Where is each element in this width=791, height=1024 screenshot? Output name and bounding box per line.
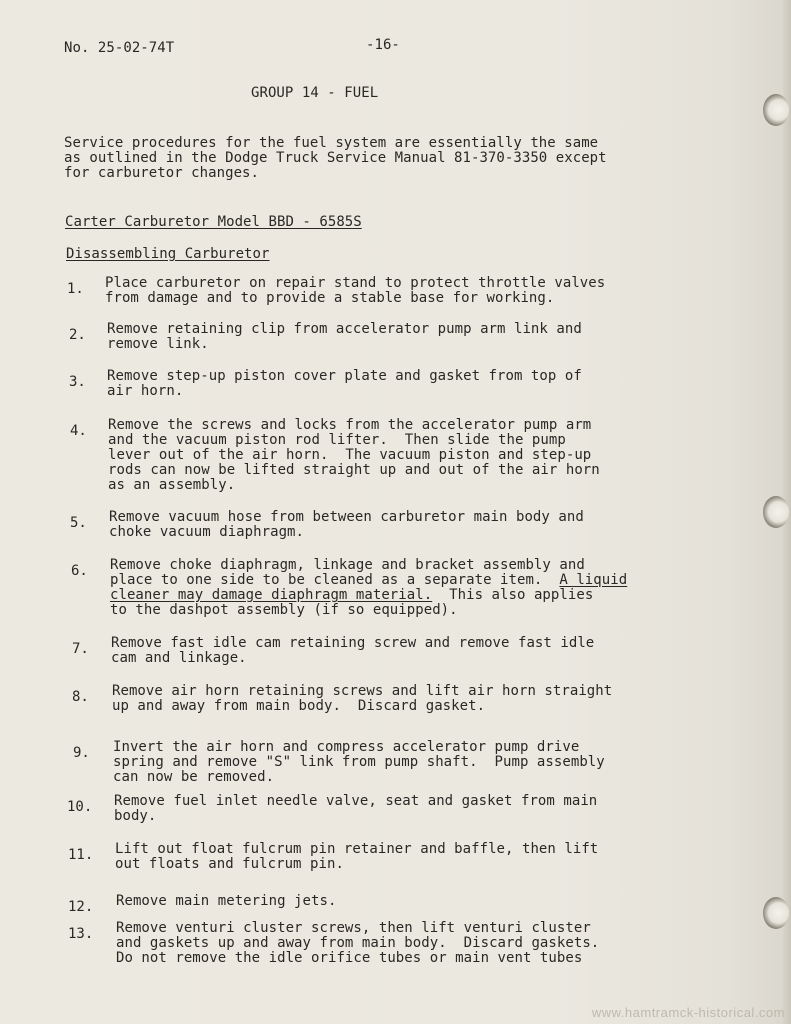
step-number: 9. (73, 745, 90, 761)
step-text-line: Remove venturi cluster screws, then lift venturi cluster (116, 920, 591, 936)
step-text-segment: place to one side to be cleaned as a separate item. (110, 572, 560, 588)
step-number: 11. (68, 847, 94, 863)
step-text-line: lever out of the air horn. The vacuum piston and step-up (108, 447, 592, 463)
intro-line-2: as outlined in the Dodge Truck Service Manual 81-370-3350 except (64, 150, 607, 166)
step-text-line: choke vacuum diaphragm. (109, 524, 305, 540)
step-text-line (110, 573, 627, 588)
step-text-line: cam and linkage. (111, 650, 247, 666)
step-number: 7. (72, 641, 89, 657)
binder-hole-bottom (763, 897, 789, 929)
step-number: 13. (68, 926, 94, 942)
step-number: 12. (68, 899, 94, 915)
step-warning-text: A liquid (559, 572, 628, 588)
step-text-segment: This also applies (432, 587, 594, 603)
step-text-line: rods can now be lifted straight up and out of the air horn (108, 462, 600, 478)
intro-line-3: for carburetor changes. (64, 165, 260, 181)
doc-number: No. 25-02-74T (64, 40, 175, 56)
step-text-line (110, 603, 458, 618)
step-number: 4. (70, 423, 87, 439)
step-text-line (110, 588, 593, 603)
step-text-line: remove link. (107, 336, 209, 352)
step-text-line: can now be removed. (113, 769, 275, 785)
step-text-line: as an assembly. (108, 477, 236, 493)
step-text-segment: to the dashpot assembly (if so equipped). (110, 602, 458, 618)
step-text-line: Do not remove the idle orifice tubes or main vent tubes (116, 950, 583, 966)
step-text-line: Lift out float fulcrum pin retainer and baffle, then lift (115, 841, 599, 857)
step-text-line: Remove main metering jets. (116, 893, 337, 909)
section-title: Carter Carburetor Model BBD - 6585S (65, 214, 362, 230)
step-text-line: Invert the air horn and compress accelerator pump drive (113, 739, 580, 755)
step-text-line: Remove air horn retaining screws and lift air horn straight (112, 683, 613, 699)
binder-hole-top (763, 94, 789, 126)
step-text-line: up and away from main body. Discard gasket. (112, 698, 486, 714)
step-number: 6. (71, 563, 88, 579)
step-number: 5. (70, 515, 87, 531)
step-text-line (110, 558, 585, 573)
step-text-line: Remove retaining clip from accelerator pump arm link and (107, 321, 582, 337)
binder-hole-middle (763, 496, 789, 528)
step-text-line: out floats and fulcrum pin. (115, 856, 344, 872)
step-warning-text: cleaner may damage diaphragm material. (110, 587, 433, 603)
subsection-title: Disassembling Carburetor (66, 246, 270, 262)
step-text-line: body. (114, 808, 157, 824)
page-number: -16- (366, 37, 400, 53)
step-text-line: Place carburetor on repair stand to protect throttle valves (105, 275, 606, 291)
step-text-line: and gaskets up and away from main body. Discard gaskets. (116, 935, 600, 951)
group-title: GROUP 14 - FUEL (251, 85, 379, 101)
intro-line-1: Service procedures for the fuel system are essentially the same (64, 135, 599, 151)
step-text-line: Remove the screws and locks from the accelerator pump arm (108, 417, 592, 433)
step-number: 2. (69, 327, 86, 343)
step-text-line: and the vacuum piston rod lifter. Then slide the pump (108, 432, 566, 448)
step-number: 1. (67, 281, 84, 297)
step-text-line: Remove vacuum hose from between carburetor main body and (109, 509, 584, 525)
step-text-line: from damage and to provide a stable base for working. (105, 290, 555, 306)
step-text-line: spring and remove "S" link from pump shaft. Pump assembly (113, 754, 605, 770)
step-text-line: Remove step-up piston cover plate and gasket from top of (107, 368, 582, 384)
step-number: 8. (72, 689, 89, 705)
step-number: 3. (69, 374, 86, 390)
step-number: 10. (67, 799, 93, 815)
watermark: www.hamtramck-historical.com (591, 1005, 785, 1020)
step-text-segment: Remove choke diaphragm, linkage and bracket assembly and (110, 557, 585, 573)
step-text-line: Remove fast idle cam retaining screw and remove fast idle (111, 635, 595, 651)
step-text-line: Remove fuel inlet needle valve, seat and gasket from main (114, 793, 598, 809)
step-text-line: air horn. (107, 383, 184, 399)
